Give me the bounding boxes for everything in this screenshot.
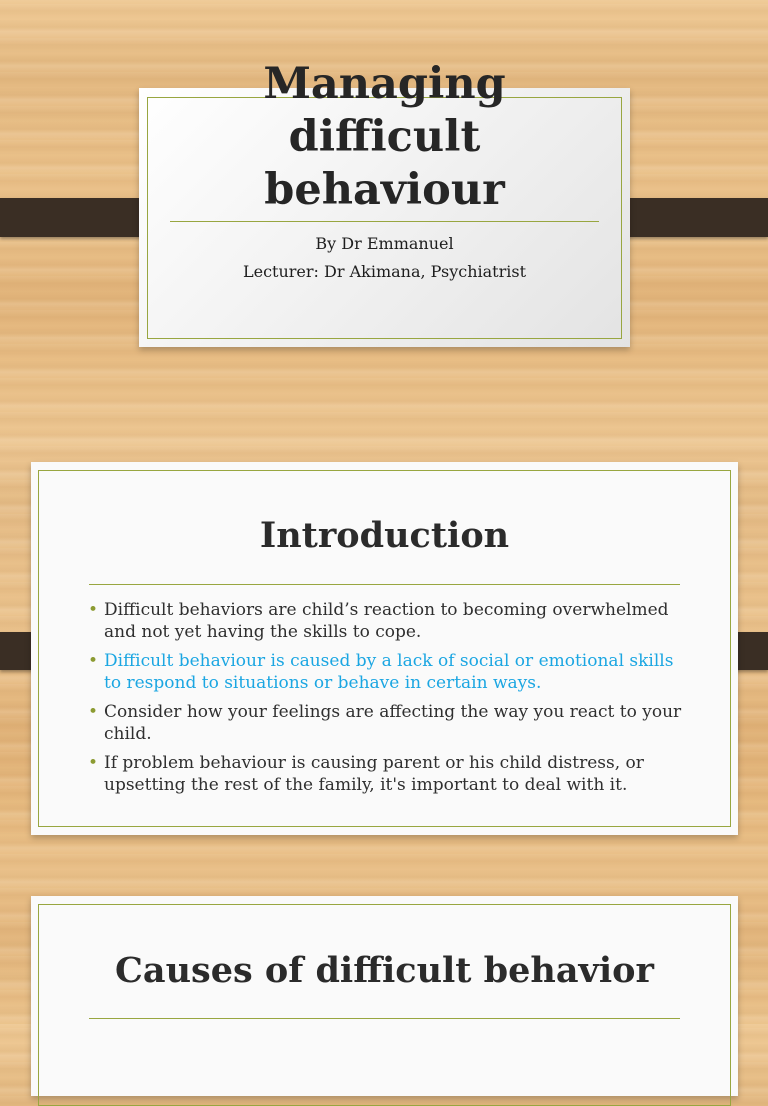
bullet-icon: •: [88, 702, 99, 722]
bullet-item: [88, 752, 688, 796]
presentation-title: [139, 58, 630, 217]
heading-divider: [89, 584, 680, 585]
author-line: By Dr Emmanuel: [315, 234, 454, 253]
title-line-2: difficult: [288, 112, 481, 162]
title-divider: [170, 221, 599, 222]
bullet-list: [88, 599, 688, 803]
causes-slide[interactable]: [31, 896, 738, 1096]
bullet-item: [88, 650, 688, 694]
bullet-text: Difficult behaviors are child’s reaction to becoming overwhelmed and not yet having the skills to cope.: [104, 600, 669, 642]
introduction-slide[interactable]: [31, 462, 738, 835]
bullet-item: [88, 599, 688, 643]
bullet-icon: •: [88, 651, 99, 671]
bullet-text: If problem behaviour is causing parent or his child distress, or upsetting the rest of the family, it's important to deal with it.: [104, 753, 644, 795]
slide1-band-left: [0, 198, 156, 237]
title-line-3: behaviour: [264, 165, 505, 215]
bullet-icon: •: [88, 753, 99, 773]
heading-divider: [89, 1018, 680, 1019]
bullet-icon: •: [88, 600, 99, 620]
bullet-text: Difficult behaviour is caused by a lack of social or emotional skills to respond to situations or behave in certain ways.: [104, 651, 674, 693]
bullet-item: [88, 701, 688, 745]
slide-frame: [38, 904, 731, 1106]
title-line-1: Managing: [263, 59, 506, 109]
slide1-band-right: [613, 198, 768, 237]
lecturer-line: Lecturer: Dr Akimana, Psychiatrist: [242, 262, 527, 281]
bullet-text: Consider how your feelings are affecting the way you react to your child.: [104, 702, 682, 744]
slide-heading: Introduction: [259, 515, 510, 556]
slide-heading: Causes of difficult behavior: [115, 950, 654, 991]
